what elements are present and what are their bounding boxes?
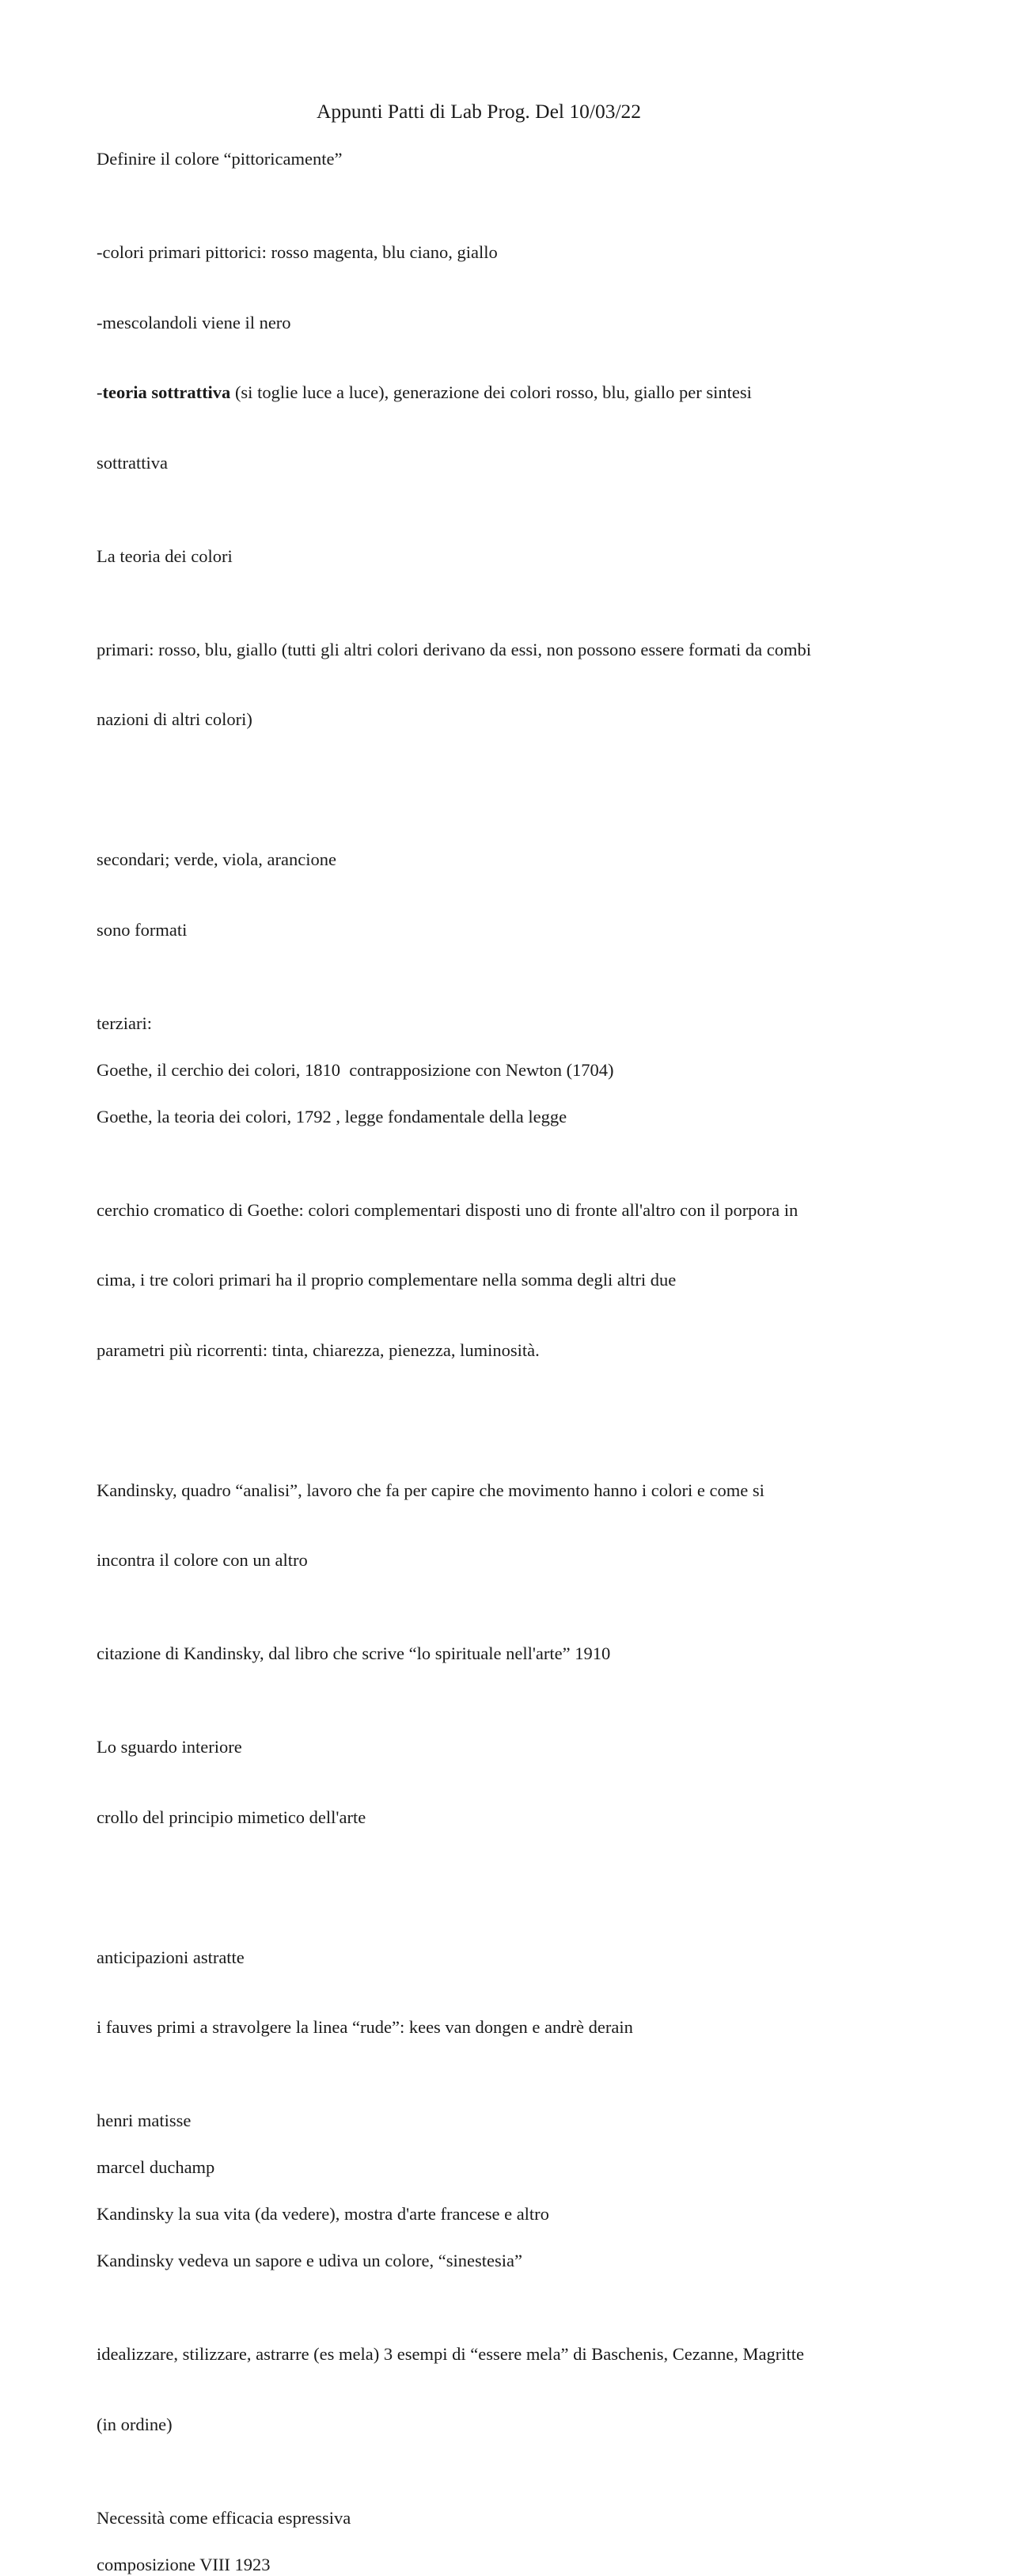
paragraph-goethe-cerchio: Goethe, il cerchio dei colori, 1810 contrapposizione con Newton (1704)	[97, 1058, 928, 1082]
paragraph-gap	[97, 521, 928, 545]
paragraph-gap	[97, 2179, 928, 2203]
paragraph-gap	[97, 1035, 928, 1058]
paragraph-gap	[97, 1408, 928, 1432]
paragraph-gap	[97, 1619, 928, 1643]
text-line: sottrattiva	[97, 451, 928, 475]
paragraph-cerchio-cromatico	[97, 1152, 928, 1409]
text-line: incontra il colore con un altro	[97, 1548, 928, 1572]
text-line: idealizzare, stilizzare, astrarre (es mela) 3 esempi di “essere mela” di Baschenis, Cezanne, Magritte	[97, 2342, 928, 2366]
paragraph-gap	[97, 988, 928, 1012]
text-line: -colori primari pittorici: rosso magenta, blu ciano, giallo	[97, 241, 928, 264]
paragraph-gap	[97, 1128, 928, 1152]
text-line: Kandinsky, quadro “analisi”, lavoro che fa per capire che movimento hanno i colori e come si	[97, 1479, 928, 1503]
paragraph-gap	[97, 1081, 928, 1105]
paragraph-gap	[97, 2483, 928, 2506]
text-rest: (si toglie luce a luce), generazione dei colori rosso, blu, giallo per sintesi	[230, 382, 752, 402]
document-body	[97, 147, 928, 2576]
text-prefix: -	[97, 382, 103, 402]
paragraph-gap	[97, 171, 928, 195]
paragraph-duchamp: marcel duchamp	[97, 2156, 928, 2179]
paragraph-idealizzare	[97, 2296, 928, 2483]
paragraph-kandinsky-analisi	[97, 1432, 928, 1619]
text-line: primari: rosso, blu, giallo (tutti gli altri colori derivano da essi, non possono essere formati da combi	[97, 638, 928, 662]
text-line: sono formati	[97, 918, 928, 942]
paragraph-matisse: henri matisse	[97, 2109, 928, 2133]
document-title: Appunti Patti di Lab Prog. Del 10/03/22	[0, 98, 958, 125]
paragraph-colori-primari-pittorici	[97, 194, 928, 521]
paragraph-composizione: composizione VIII 1923	[97, 2553, 928, 2576]
text-line: anticipazioni astratte	[97, 1946, 928, 1970]
paragraph-gap	[97, 2273, 928, 2297]
paragraph-kandinsky-vita: Kandinsky la sua vita (da vedere), mostra d'arte francese e altro	[97, 2202, 928, 2226]
text-line: secondari; verde, viola, arancione	[97, 848, 928, 872]
paragraph-terziari: terziari:	[97, 1012, 928, 1035]
paragraph-gap	[97, 568, 928, 591]
paragraph-sguardo-interiore	[97, 1689, 928, 1875]
paragraph-goethe-teoria: Goethe, la teoria dei colori, 1792 , legge fondamentale della legge	[97, 1105, 928, 1129]
paragraph-necessita: Necessità come efficacia espressiva	[97, 2506, 928, 2530]
paragraph-anticipazioni	[97, 1899, 928, 2086]
paragraph-teoria-colori: La teoria dei colori	[97, 545, 928, 568]
text-line: crollo del principio mimetico dell'arte	[97, 1806, 928, 1829]
paragraph-primari	[97, 591, 928, 778]
text-line: parametri più ricorrenti: tinta, chiarezza, pienezza, luminosità.	[97, 1339, 928, 1362]
paragraph-gap	[97, 2226, 928, 2250]
bold-term: teoria sottrattiva	[103, 382, 231, 402]
text-line: (in ordine)	[97, 2413, 928, 2437]
paragraph-gap	[97, 778, 928, 802]
paragraph-gap	[97, 2133, 928, 2156]
paragraph-sinestesia: Kandinsky vedeva un sapore e udiva un colore, “sinestesia”	[97, 2249, 928, 2273]
text-line: Lo sguardo interiore	[97, 1735, 928, 1759]
text-line: cima, i tre colori primari ha il proprio complementare nella somma degli altri due	[97, 1268, 928, 1292]
text-line: i fauves primi a stravolgere la linea “rude”: kees van dongen e andrè derain	[97, 2016, 928, 2039]
paragraph-citazione: citazione di Kandinsky, dal libro che scrive “lo spirituale nell'arte” 1910	[97, 1642, 928, 1666]
text-line: nazioni di altri colori)	[97, 708, 928, 731]
text-line: cerchio cromatico di Goethe: colori complementari disposti uno di fronte all'altro con il porpora in	[97, 1199, 928, 1222]
text-line: -mescolandoli viene il nero	[97, 311, 928, 335]
paragraph-definire: Definire il colore “pittoricamente”	[97, 147, 928, 171]
paragraph-secondari	[97, 801, 928, 988]
paragraph-gap	[97, 1875, 928, 1899]
text-line	[97, 381, 928, 405]
paragraph-gap	[97, 2086, 928, 2110]
paragraph-gap	[97, 1666, 928, 1689]
paragraph-gap	[97, 2529, 928, 2553]
